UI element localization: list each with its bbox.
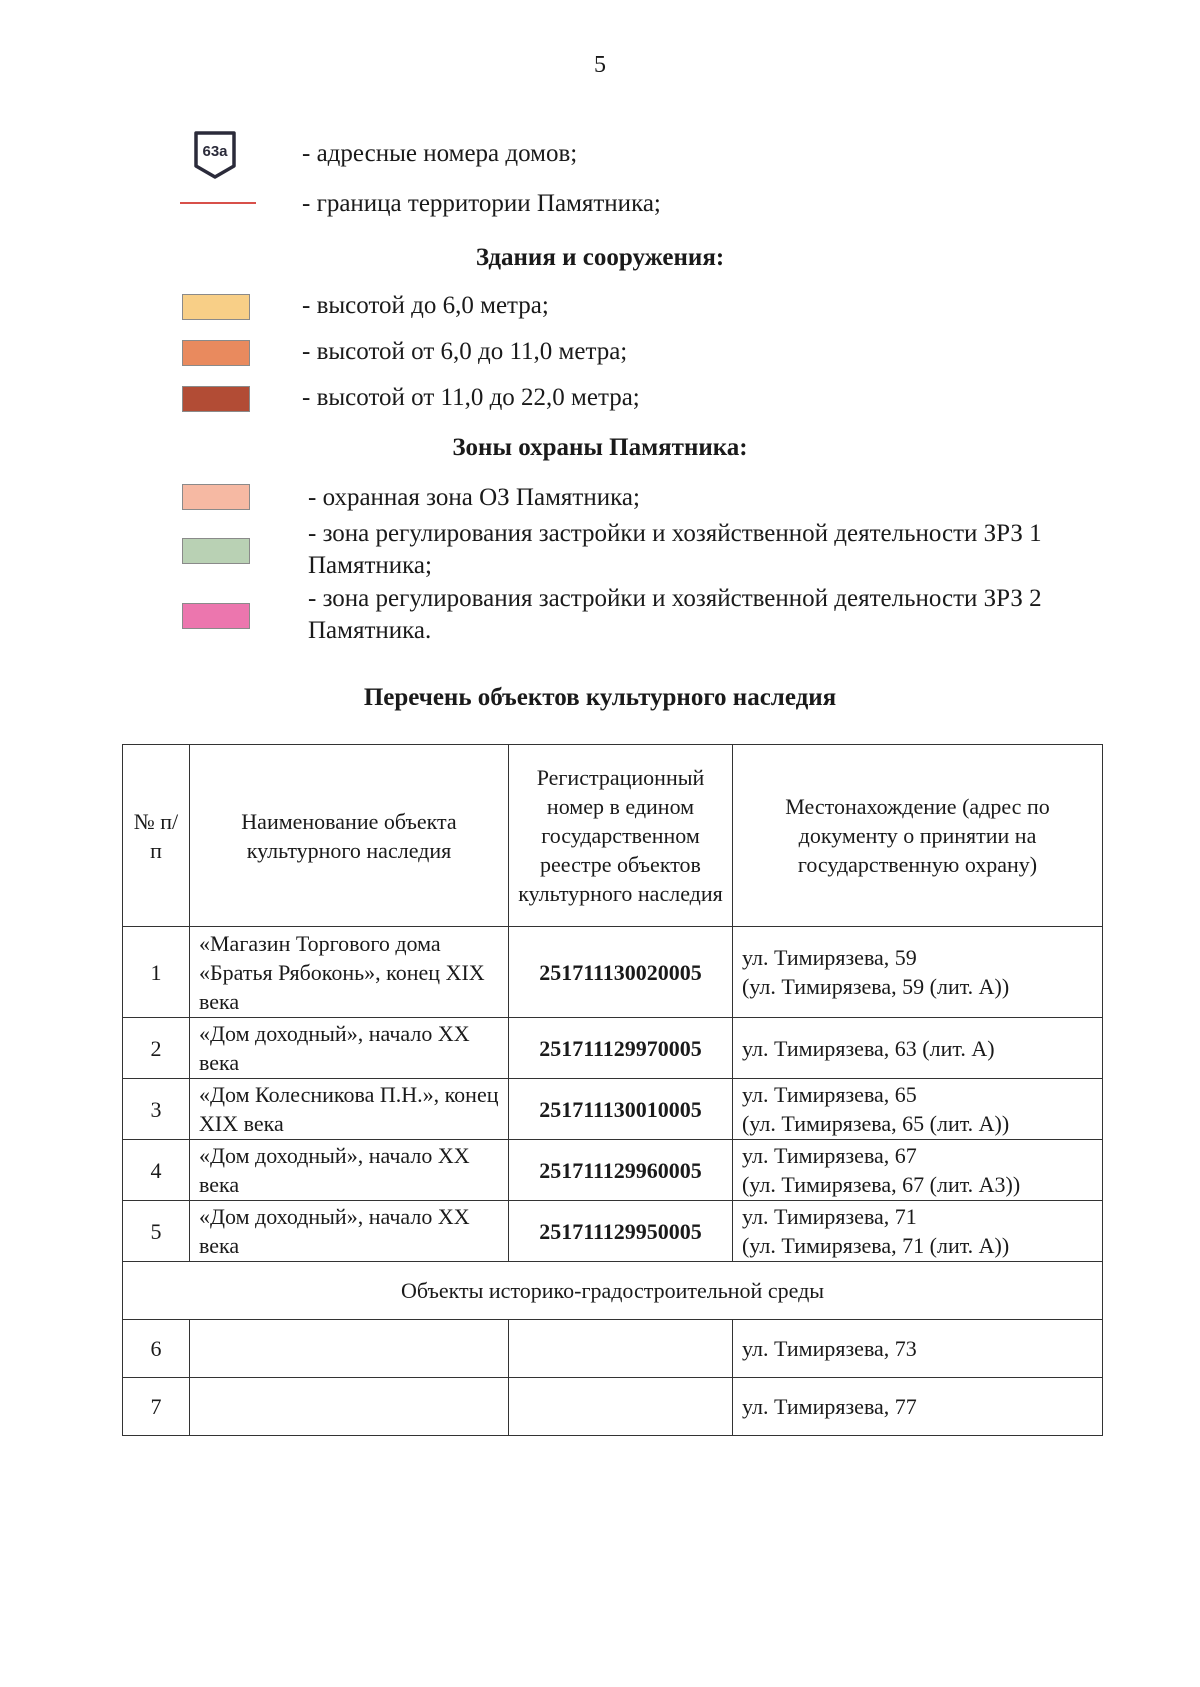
row-number: 3: [123, 1079, 190, 1140]
row-number: 2: [123, 1018, 190, 1079]
row-location: [733, 1079, 1103, 1140]
legend-boundary-text: - граница территории Памятника;: [302, 190, 661, 217]
table-row: [123, 1378, 1103, 1436]
table-header-row: [123, 745, 1103, 927]
table-title: Перечень объектов культурного наследия: [363, 684, 837, 711]
table-row: [123, 1018, 1103, 1079]
row-registration: [509, 1378, 733, 1436]
row-location: [733, 927, 1103, 1018]
row-location: [733, 1140, 1103, 1201]
swatch-zone-zrz2: [182, 603, 250, 629]
table-row: [123, 927, 1103, 1018]
table-row: [123, 1140, 1103, 1201]
row-name: «Магазин Торгового дома «Братья Рябоконь», конец XIX века: [190, 927, 509, 1018]
row-location-line2: (ул. Тимирязева, 67 (лит. А3)): [742, 1172, 1021, 1197]
row-location-line2: (ул. Тимирязева, 59 (лит. А)): [742, 974, 1010, 999]
legend-zone-zrz2-text: - зона регулирования застройки и хозяйственной деятельности ЗРЗ 2 Памятника.: [308, 585, 1042, 644]
header-number: № п/п: [123, 745, 190, 927]
row-location-line1: ул. Тимирязева, 67: [742, 1143, 917, 1168]
row-name: [190, 1378, 509, 1436]
header-name: Наименование объекта культурного наследия: [190, 745, 509, 927]
row-location-line1: ул. Тимирязева, 71: [742, 1204, 917, 1229]
row-location-line2: (ул. Тимирязева, 65 (лит. А)): [742, 1111, 1010, 1136]
table-row: [123, 1079, 1103, 1140]
section-label: Объекты историко-градостроительной среды: [123, 1262, 1103, 1320]
row-registration: 251711129950005: [509, 1201, 733, 1262]
boundary-line-icon: [180, 202, 256, 204]
row-location-line1: ул. Тимирязева, 65: [742, 1082, 917, 1107]
row-number: 7: [123, 1378, 190, 1436]
row-location: [733, 1201, 1103, 1262]
swatch-height-low: [182, 294, 250, 320]
legend-house-numbers-text: - адресные номера домов;: [302, 140, 578, 167]
row-registration: 251711129970005: [509, 1018, 733, 1079]
row-registration: 251711129960005: [509, 1140, 733, 1201]
row-location: [733, 1018, 1103, 1079]
swatch-height-high: [182, 386, 250, 412]
header-location: Местонахождение (адрес по документу о принятии на государственную охрану): [733, 745, 1103, 927]
row-registration: 251711130020005: [509, 927, 733, 1018]
row-location-line1: ул. Тимирязева, 59: [742, 945, 917, 970]
row-number: 6: [123, 1320, 190, 1378]
swatch-zone-oz: [182, 484, 250, 510]
header-registration: Регистрационный номер в едином государственном реестре объектов культурного наследия: [509, 745, 733, 927]
swatch-height-mid: [182, 340, 250, 366]
legend-building-mid-text: - высотой от 6,0 до 11,0 метра;: [302, 338, 628, 365]
table-section-row: [123, 1262, 1103, 1320]
row-name: «Дом доходный», начало XX века: [190, 1018, 509, 1079]
zones-title: Зоны охраны Памятника:: [452, 434, 748, 461]
legend-building-low-text: - высотой до 6,0 метра;: [302, 292, 549, 319]
row-location: ул. Тимирязева, 77: [733, 1378, 1103, 1436]
row-number: 1: [123, 927, 190, 1018]
legend-zone-zrz1-text: - зона регулирования застройки и хозяйственной деятельности ЗРЗ 1 Памятника;: [308, 520, 1042, 579]
page-number: 5: [594, 52, 606, 78]
row-name: [190, 1320, 509, 1378]
house-number-icon: [193, 130, 237, 180]
table-row: [123, 1201, 1103, 1262]
legend-zone-oz-text: - охранная зона ОЗ Памятника;: [308, 484, 640, 511]
row-number: 5: [123, 1201, 190, 1262]
row-number: 4: [123, 1140, 190, 1201]
legend-building-high-text: - высотой от 11,0 до 22,0 метра;: [302, 384, 640, 411]
row-name: «Дом доходный», начало XX века: [190, 1201, 509, 1262]
heritage-objects-table: [122, 744, 1103, 1436]
row-registration: [509, 1320, 733, 1378]
row-location: ул. Тимирязева, 73: [733, 1320, 1103, 1378]
row-name: «Дом Колесникова П.Н.», конец XIX века: [190, 1079, 509, 1140]
row-location-line2: (ул. Тимирязева, 71 (лит. А)): [742, 1233, 1010, 1258]
buildings-title: Здания и сооружения:: [475, 244, 725, 271]
house-number-icon-label: 63а: [202, 143, 228, 160]
table-row: [123, 1320, 1103, 1378]
row-location-line1: ул. Тимирязева, 63 (лит. А): [742, 1035, 995, 1061]
row-name: «Дом доходный», начало XX века: [190, 1140, 509, 1201]
swatch-zone-zrz1: [182, 538, 250, 564]
row-registration: 251711130010005: [509, 1079, 733, 1140]
